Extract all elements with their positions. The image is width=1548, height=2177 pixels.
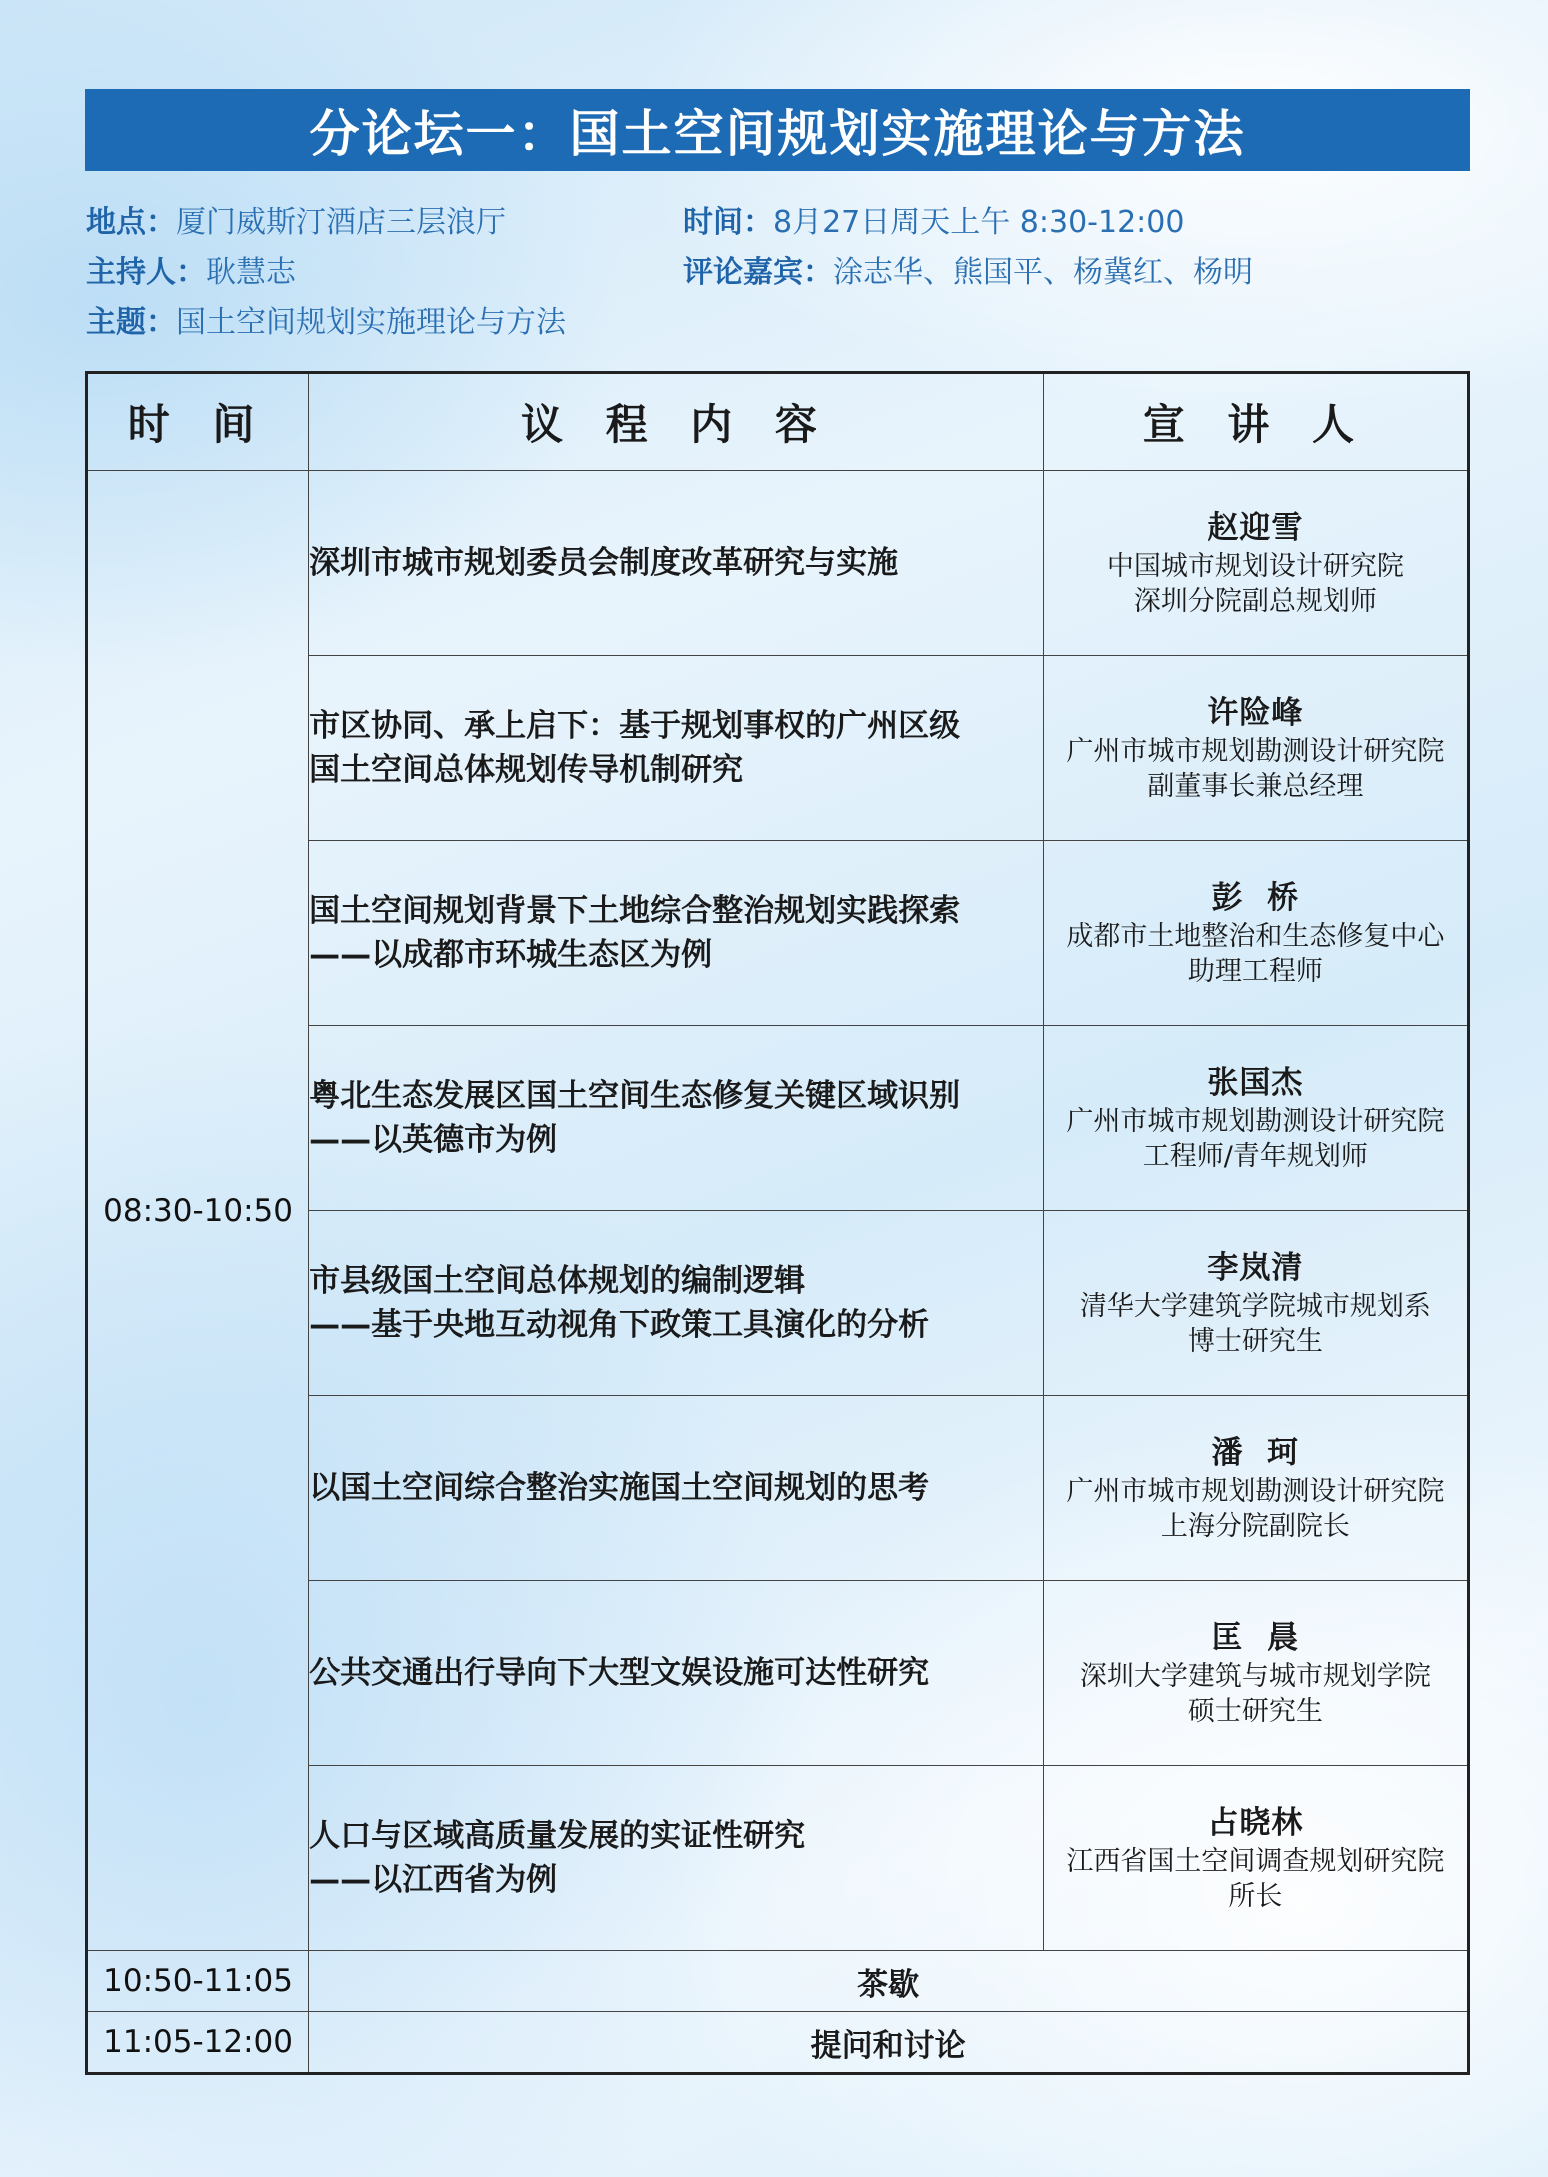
talk-topic	[309, 1211, 1044, 1396]
theme-label: 主题：	[86, 305, 176, 340]
speaker-cell	[1043, 1766, 1468, 1951]
topic-line: ——以英德市为例	[309, 1122, 558, 1158]
forum-title: 分论坛一：国土空间规划实施理论与方法	[85, 89, 1470, 171]
reviewers-label: 评论嘉宾：	[683, 255, 833, 290]
talk-topic	[309, 471, 1044, 656]
talk-topic	[309, 1396, 1044, 1581]
time-info	[683, 197, 1184, 241]
topic-line: ——以成都市环城生态区为例	[309, 937, 713, 973]
time-label: 时间：	[683, 205, 773, 240]
topic-line: 粤北生态发展区国土空间生态修复关键区域识别	[309, 1078, 961, 1114]
reviewers-info	[683, 247, 1253, 291]
speaker-cell	[1043, 1211, 1468, 1396]
discussion-time: 11:05-12:00	[87, 2012, 309, 2074]
session-time: 08:30-10:50	[87, 471, 309, 1951]
header-time: 时 间	[87, 373, 309, 471]
speaker-name: 赵迎雪	[1207, 510, 1304, 546]
speaker-name: 潘 珂	[1211, 1435, 1300, 1471]
discussion-label: 提问和讨论	[309, 2012, 1469, 2074]
speaker-title: 副董事长兼总经理	[1147, 771, 1364, 802]
speaker-affiliation: 广州市城市规划勘测设计研究院	[1066, 736, 1445, 767]
speaker-title: 所长	[1228, 1881, 1283, 1912]
topic-line: 市县级国土空间总体规划的编制逻辑	[309, 1263, 806, 1299]
agenda-table	[85, 371, 1470, 2075]
speaker-name: 占晓林	[1207, 1805, 1304, 1841]
time-value: 8月27日周天上午 8:30-12:00	[773, 205, 1185, 240]
speaker-cell	[1043, 1581, 1468, 1766]
table-header-row	[87, 373, 1469, 471]
speaker-title: 工程师/青年规划师	[1142, 1141, 1368, 1172]
theme-value: 国土空间规划实施理论与方法	[176, 305, 566, 340]
topic-line: 国土空间规划背景下土地综合整治规划实践探索	[309, 893, 961, 929]
speaker-affiliation: 中国城市规划设计研究院	[1106, 551, 1404, 582]
break-row	[87, 1951, 1469, 2012]
speaker-cell	[1043, 1026, 1468, 1211]
topic-line: 市区协同、承上启下：基于规划事权的广州区级	[309, 708, 961, 744]
speaker-affiliation: 清华大学建筑学院城市规划系	[1079, 1291, 1431, 1322]
talk-topic	[309, 656, 1044, 841]
speaker-name: 彭 桥	[1211, 880, 1300, 916]
speaker-affiliation: 深圳大学建筑与城市规划学院	[1079, 1661, 1431, 1692]
speaker-name: 许险峰	[1207, 695, 1304, 731]
speaker-title: 硕士研究生	[1187, 1696, 1323, 1727]
speaker-title: 上海分院副院长	[1160, 1511, 1350, 1542]
topic-line: ——基于央地互动视角下政策工具演化的分析	[309, 1307, 930, 1343]
reviewers-value: 涂志华、熊国平、杨冀红、杨明	[833, 255, 1253, 290]
speaker-title: 助理工程师	[1187, 956, 1323, 987]
header-topic: 议 程 内 容	[309, 373, 1044, 471]
speaker-cell	[1043, 841, 1468, 1026]
speaker-title: 博士研究生	[1187, 1326, 1323, 1357]
speaker-name: 张国杰	[1207, 1065, 1304, 1101]
speaker-name: 李岚清	[1207, 1250, 1304, 1286]
header-speaker: 宣 讲 人	[1043, 373, 1468, 471]
host-label: 主持人：	[86, 255, 206, 290]
host-value: 耿慧志	[206, 255, 296, 290]
talk-topic	[309, 1766, 1044, 1951]
break-time: 10:50-11:05	[87, 1951, 309, 2012]
speaker-cell	[1043, 471, 1468, 656]
theme-info	[86, 297, 566, 341]
location-info	[86, 197, 506, 241]
talk-topic	[309, 841, 1044, 1026]
topic-line: 深圳市城市规划委员会制度改革研究与实施	[309, 545, 899, 581]
speaker-cell	[1043, 656, 1468, 841]
topic-line: ——以江西省为例	[309, 1862, 558, 1898]
topic-line: 国土空间总体规划传导机制研究	[309, 752, 744, 788]
location-label: 地点：	[86, 205, 176, 240]
discussion-row	[87, 2012, 1469, 2074]
speaker-title: 深圳分院副总规划师	[1133, 586, 1377, 617]
speaker-affiliation: 江西省国土空间调查规划研究院	[1066, 1846, 1445, 1877]
topic-line: 以国土空间综合整治实施国土空间规划的思考	[309, 1470, 930, 1506]
talk-topic	[309, 1026, 1044, 1211]
location-value: 厦门威斯汀酒店三层浪厅	[176, 205, 506, 240]
speaker-affiliation: 成都市土地整治和生态修复中心	[1066, 921, 1445, 952]
table-row	[87, 471, 1469, 656]
speaker-name: 匡 晨	[1211, 1620, 1300, 1656]
topic-line: 人口与区域高质量发展的实证性研究	[309, 1818, 806, 1854]
break-label: 茶歇	[309, 1951, 1469, 2012]
speaker-affiliation: 广州市城市规划勘测设计研究院	[1066, 1476, 1445, 1507]
topic-line: 公共交通出行导向下大型文娱设施可达性研究	[309, 1655, 930, 1691]
host-info	[86, 247, 296, 291]
speaker-cell	[1043, 1396, 1468, 1581]
talk-topic	[309, 1581, 1044, 1766]
speaker-affiliation: 广州市城市规划勘测设计研究院	[1066, 1106, 1445, 1137]
